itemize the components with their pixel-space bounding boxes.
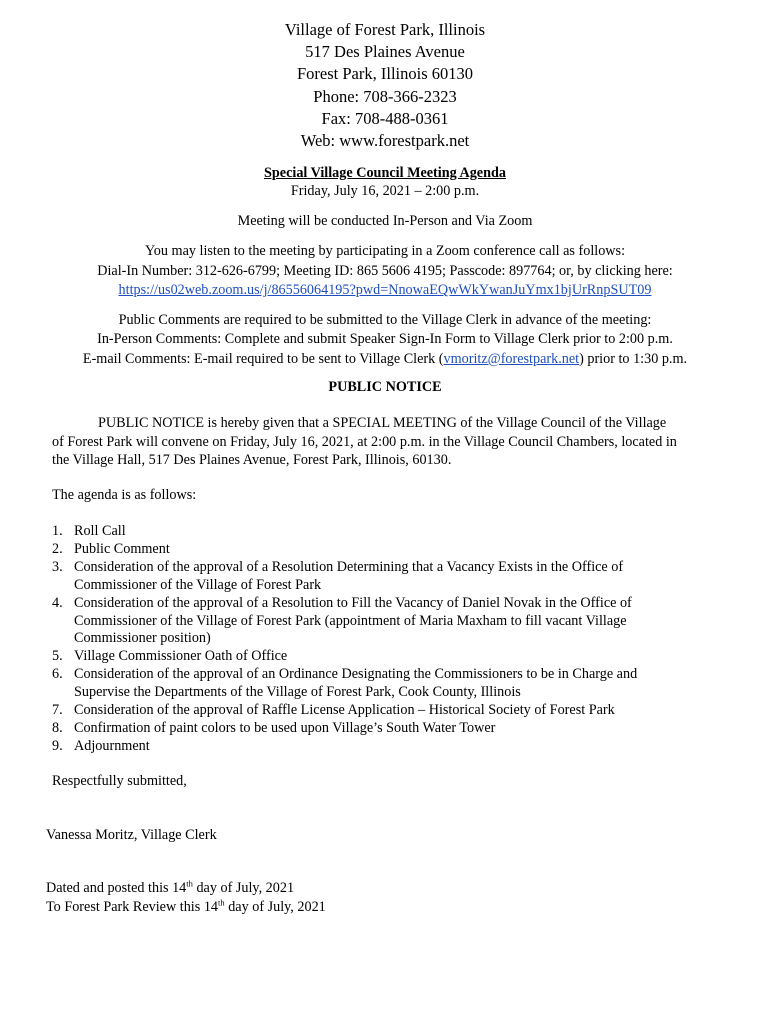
letterhead-city: Forest Park, Illinois 60130	[297, 64, 473, 83]
dated-text-end: day of July, 2021	[192, 880, 295, 896]
email-text-before: E-mail Comments: E-mail required to be sent to Village Clerk (	[82, 351, 444, 367]
letterhead-name: Village of Forest Park, Illinois	[284, 20, 486, 39]
agenda-num: 3.	[52, 559, 63, 575]
comments-email-line	[0, 351, 770, 368]
notice-paragraph-line-2: of Forest Park will convene on Friday, July 16, 2021, at 2:00 p.m. in the Village Council Chambers, located in	[52, 434, 677, 450]
agenda-intro: The agenda is as follows:	[52, 487, 197, 503]
zoom-dial-in: Dial-In Number: 312-626-6799; Meeting ID: 865 5606 4195; Passcode: 897764; or, by clicking here:	[97, 263, 673, 279]
meeting-title: Special Village Council Meeting Agenda	[264, 165, 506, 181]
dated-suffix: th	[186, 878, 193, 889]
agenda-item-text: Consideration of the approval of a Resolution Determining that a Vacancy Exists in the Office of	[74, 559, 624, 575]
review-text: To Forest Park Review this 14	[46, 899, 219, 915]
letterhead-web: Web: www.forestpark.net	[300, 131, 470, 150]
dated-text: Dated and posted this 14	[46, 880, 187, 896]
comments-line-1: Public Comments are required to be submitted to the Village Clerk in advance of the meeting:	[118, 312, 652, 328]
letterhead-street: 517 Des Plaines Avenue	[305, 42, 465, 61]
zoom-intro: You may listen to the meeting by participating in a Zoom conference call as follows:	[144, 243, 626, 259]
agenda-item-text: Consideration of the approval of an Ordinance Designating the Commissioners to be in Charge and	[74, 666, 638, 682]
agenda-item-text: Supervise the Departments of the Village of Forest Park, Cook County, Illinois	[74, 684, 521, 700]
clerk-email-link[interactable]: vmoritz@forestpark.net	[443, 351, 580, 367]
agenda-num: 7.	[52, 702, 63, 718]
public-notice-heading: PUBLIC NOTICE	[328, 379, 442, 395]
review-suffix: th	[218, 897, 225, 908]
notice-paragraph-line-1: PUBLIC NOTICE is hereby given that a SPECIAL MEETING of the Village Council of the Village	[98, 415, 667, 431]
zoom-link-line	[0, 282, 770, 299]
meeting-date: Friday, July 16, 2021 – 2:00 p.m.	[290, 183, 480, 199]
agenda-num: 6.	[52, 666, 63, 682]
letterhead-phone: Phone: 708-366-2323	[313, 87, 457, 106]
agenda-num: 1.	[52, 523, 63, 539]
dated-posted-line	[46, 880, 294, 897]
agenda-num: 9.	[52, 738, 63, 754]
agenda-item-text: Commissioner of the Village of Forest Park	[74, 577, 322, 593]
respectfully-submitted: Respectfully submitted,	[52, 773, 187, 789]
agenda-num: 4.	[52, 595, 63, 611]
agenda-num: 5.	[52, 648, 63, 664]
zoom-link[interactable]: https://us02web.zoom.us/j/86556064195?pwd=NnowaEQwWkYwanJuYmx1bjUrRnpSUT09	[118, 282, 652, 298]
review-text-end: day of July, 2021	[224, 899, 326, 915]
notice-paragraph-line-3: the Village Hall, 517 Des Plaines Avenue, Forest Park, Illinois, 60130.	[52, 452, 452, 468]
agenda-item-text: Commissioner of the Village of Forest Park (appointment of Maria Maxham to fill vacant Village	[74, 613, 627, 629]
agenda-item-text: Roll Call	[74, 523, 126, 539]
agenda-item-text: Consideration of the approval of a Resolution to Fill the Vacancy of Daniel Novak in the Office of	[74, 595, 632, 611]
agenda-num: 2.	[52, 541, 63, 557]
agenda-item-text: Commissioner position)	[74, 630, 211, 646]
agenda-item-text: Adjournment	[74, 738, 150, 754]
signer-name: Vanessa Moritz, Village Clerk	[46, 827, 217, 843]
email-text-after: ) prior to 1:30 p.m.	[579, 351, 688, 367]
agenda-num: 8.	[52, 720, 63, 736]
meeting-format: Meeting will be conducted In-Person and Via Zoom	[237, 213, 533, 229]
review-line	[46, 899, 326, 916]
agenda-item-text: Confirmation of paint colors to be used upon Village’s South Water Tower	[74, 720, 496, 736]
agenda-item-text: Consideration of the approval of Raffle License Application – Historical Society of Forest Park	[74, 702, 615, 718]
agenda-item-text: Public Comment	[74, 541, 170, 557]
letterhead-fax: Fax: 708-488-0361	[321, 109, 449, 128]
agenda-item-text: Village Commissioner Oath of Office	[74, 648, 288, 664]
comments-line-2: In-Person Comments: Complete and submit Speaker Sign-In Form to Village Clerk prior to 2:00 p.m.	[97, 331, 673, 347]
